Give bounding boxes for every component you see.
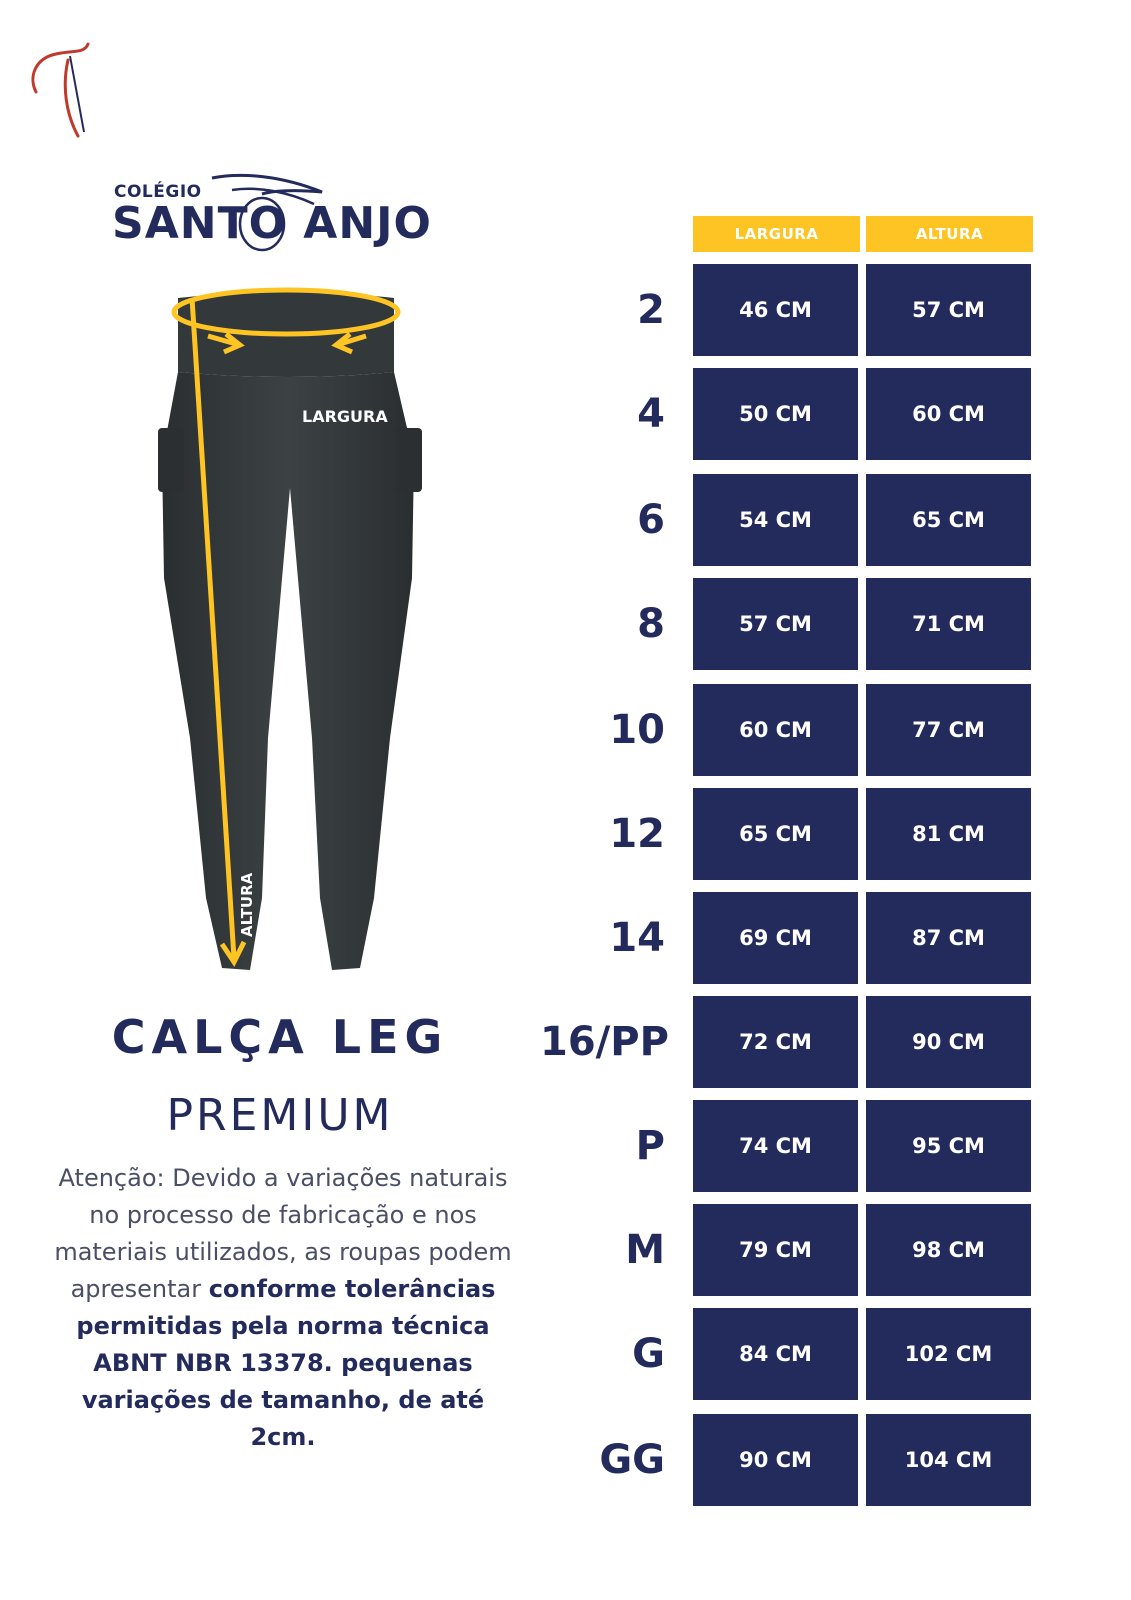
width-cell: 84 CM (693, 1308, 858, 1400)
size-row (540, 474, 1040, 566)
size-label: 12 (609, 811, 665, 857)
size-row (540, 996, 1040, 1088)
size-row (540, 892, 1040, 984)
width-cell: 74 CM (693, 1100, 858, 1192)
header-height: ALTURA (866, 216, 1033, 252)
width-cell: 79 CM (693, 1204, 858, 1296)
size-row (540, 578, 1040, 670)
size-row (540, 788, 1040, 880)
size-label: 14 (609, 915, 665, 961)
size-row (540, 264, 1040, 356)
height-cell: 81 CM (866, 788, 1031, 880)
product-title: CALÇA LEG (111, 1010, 449, 1064)
width-cell: 57 CM (693, 578, 858, 670)
size-row (540, 1100, 1040, 1192)
height-cell: 87 CM (866, 892, 1031, 984)
brand-name: SANTO ANJO (112, 198, 432, 249)
width-cell: 69 CM (693, 892, 858, 984)
product-subtitle: PREMIUM (166, 1090, 394, 1141)
notice-text (52, 1160, 514, 1456)
size-label: GG (599, 1437, 665, 1483)
size-label: 2 (637, 287, 665, 333)
width-cell: 46 CM (693, 264, 858, 356)
size-label: G (632, 1331, 665, 1377)
width-cell: 60 CM (693, 684, 858, 776)
width-label (300, 404, 400, 428)
height-cell: 60 CM (866, 368, 1031, 460)
leggings-illustration (150, 278, 430, 998)
width-cell: 90 CM (693, 1414, 858, 1506)
size-label: 8 (637, 601, 665, 647)
width-cell: 50 CM (693, 368, 858, 460)
height-cell: 57 CM (866, 264, 1031, 356)
size-row (540, 368, 1040, 460)
size-label: P (635, 1123, 665, 1169)
size-row (540, 1308, 1040, 1400)
header-width: LARGURA (693, 216, 860, 252)
size-row (540, 1414, 1040, 1506)
height-cell: 90 CM (866, 996, 1031, 1088)
height-cell: 77 CM (866, 684, 1031, 776)
notice-normal: Atenção: Devido a variações naturais no processo de fabricação e nos materiais utilizados, as roupas podem apresentar (54, 1164, 512, 1303)
brand-logo (112, 168, 472, 258)
brand-small-text: COLÉGIO (114, 182, 202, 202)
height-cell: 98 CM (866, 1204, 1031, 1296)
size-row (540, 1204, 1040, 1296)
size-label: 6 (637, 497, 665, 543)
svg-text:ALTURA: ALTURA (238, 872, 256, 937)
width-cell: 54 CM (693, 474, 858, 566)
height-cell: 95 CM (866, 1100, 1031, 1192)
needle-logo-icon (22, 36, 102, 140)
height-cell: 65 CM (866, 474, 1031, 566)
height-label (230, 853, 260, 943)
width-cell: 65 CM (693, 788, 858, 880)
svg-text:LARGURA: LARGURA (302, 407, 388, 426)
height-cell: 104 CM (866, 1414, 1031, 1506)
height-cell: 102 CM (866, 1308, 1031, 1400)
size-row (540, 684, 1040, 776)
size-label: 4 (637, 391, 665, 437)
width-cell: 72 CM (693, 996, 858, 1088)
height-cell: 71 CM (866, 578, 1031, 670)
size-label: 16/PP (540, 1019, 669, 1065)
notice-bold: conforme tolerâncias permitidas pela norma técnica ABNT NBR 13378. pequenas variações de tamanho, de até 2cm. (76, 1275, 496, 1451)
size-label: M (625, 1227, 665, 1273)
size-label: 10 (609, 707, 665, 753)
